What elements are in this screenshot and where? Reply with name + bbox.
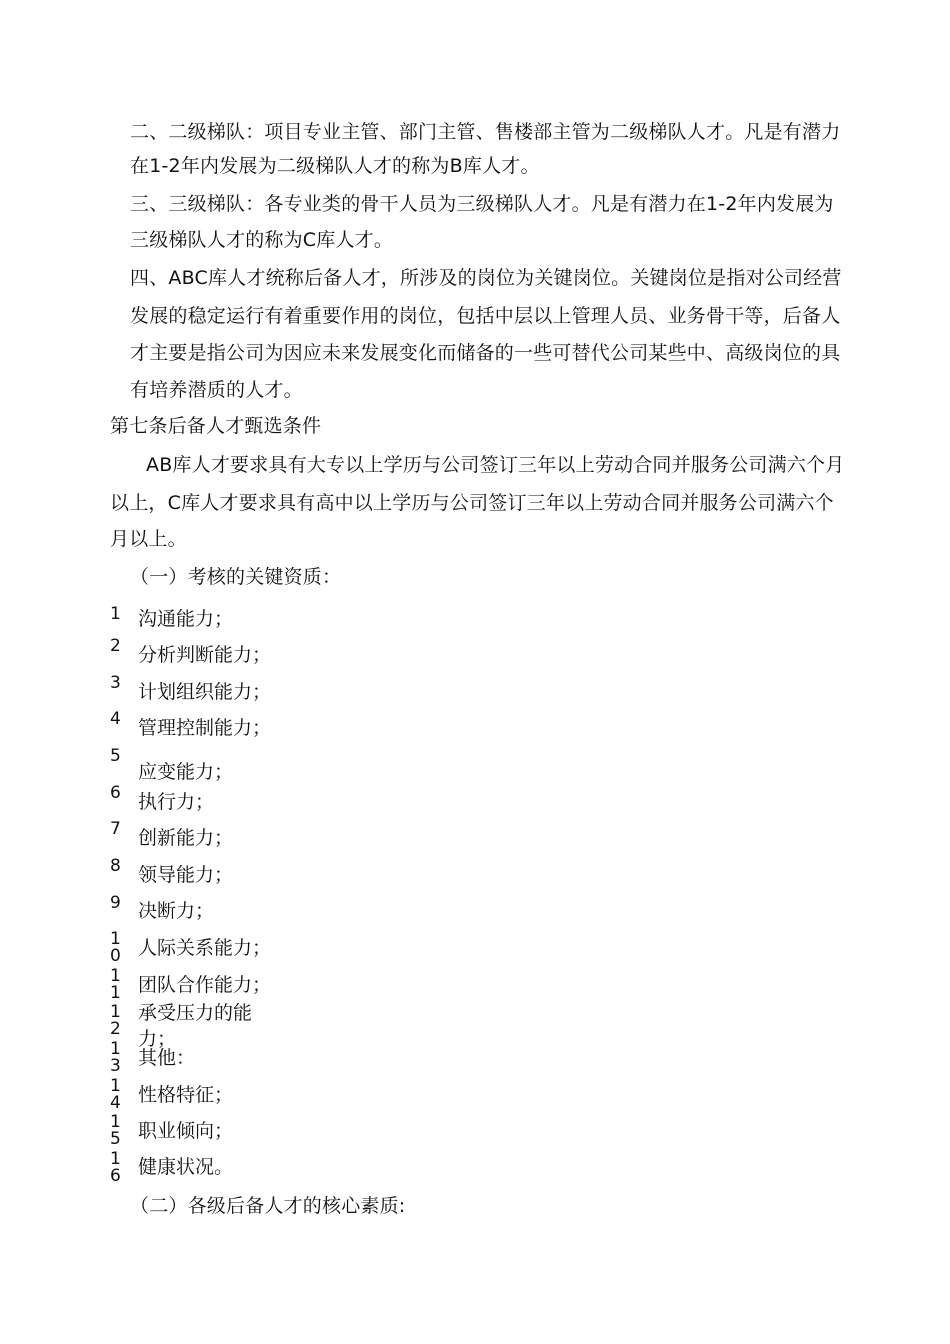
list-number: 9: [110, 893, 121, 913]
list-item: 领导能力；: [138, 864, 234, 886]
list-number: 10: [110, 929, 121, 966]
list-number: 15: [110, 1112, 121, 1149]
list-item: 执行力；: [138, 791, 215, 813]
tier3-text-line-1: 三、三级梯队：各专业类的骨干人员为三级梯队人才。凡是有潜力在1-2年内发展为: [130, 193, 834, 215]
tier2-text-line-1: 二、二级梯队：项目专业主管、部门主管、售楼部主管为二级梯队人才。凡是有潜力: [130, 121, 841, 143]
list-number: 3: [110, 673, 121, 693]
list-number: 12: [110, 1002, 121, 1039]
list-item: 性格特征；: [138, 1084, 234, 1106]
core-qualities-heading: （二）各级后备人才的核心素质:: [130, 1195, 406, 1217]
list-number: 1: [110, 604, 121, 624]
key-qualities-heading: （一）考核的关键资质：: [130, 566, 342, 588]
reserve-text-line-4: 有培养潜质的人才。: [130, 379, 303, 401]
list-item: 健康状况。: [138, 1156, 234, 1178]
list-item: 职业倾向；: [138, 1120, 234, 1142]
list-number: 16: [110, 1149, 121, 1186]
list-number: 6: [110, 783, 121, 803]
reserve-text-line-3: 才主要是指公司为因应未来发展变化而储备的一些可替代公司某些中、高级岗位的具: [130, 342, 841, 364]
list-number: 13: [110, 1039, 121, 1076]
list-number: 5: [110, 746, 121, 766]
list-number: 2: [110, 636, 121, 656]
list-item: 人际关系能力；: [138, 937, 272, 959]
list-number: 7: [110, 819, 121, 839]
list-number: 14: [110, 1076, 121, 1113]
list-item: 决断力；: [138, 900, 215, 922]
list-item: 承受压力的能力；: [138, 1002, 253, 1050]
article7-body-line-1: AB库人才要求具有大专以上学历与公司签订三年以上劳动合同并服务公司满六个月: [146, 454, 845, 476]
list-item: 团队合作能力；: [138, 974, 272, 996]
article7-body-line-2: 以上，C库人才要求具有高中以上学历与公司签订三年以上劳动合同并服务公司满六个: [110, 492, 834, 514]
tier3-text-line-2: 三级梯队人才的称为C库人才。: [130, 229, 394, 251]
list-item: 创新能力；: [138, 827, 234, 849]
tier2-text-line-2: 在1-2年内发展为二级梯队人才的称为B库人才。: [130, 155, 540, 177]
list-item: 其他：: [138, 1047, 196, 1069]
list-number: 4: [110, 709, 121, 729]
list-item: 沟通能力；: [138, 608, 234, 630]
list-item: 计划组织能力；: [138, 681, 272, 703]
list-number: 11: [110, 966, 121, 1003]
list-number: 8: [110, 856, 121, 876]
list-item: 应变能力；: [138, 761, 234, 783]
article7-heading: 第七条后备人才甄选条件: [110, 415, 322, 437]
article7-body-line-3: 月以上。: [110, 528, 187, 550]
reserve-text-line-2: 发展的稳定运行有着重要作用的岗位，包括中层以上管理人员、业务骨干等，后备人: [130, 305, 841, 327]
list-item: 管理控制能力；: [138, 717, 272, 739]
reserve-text-line-1: 四、ABC库人才统称后备人才，所涉及的岗位为关键岗位。关键岗位是指对公司经营: [130, 267, 842, 289]
list-item: 分析判断能力；: [138, 644, 272, 666]
